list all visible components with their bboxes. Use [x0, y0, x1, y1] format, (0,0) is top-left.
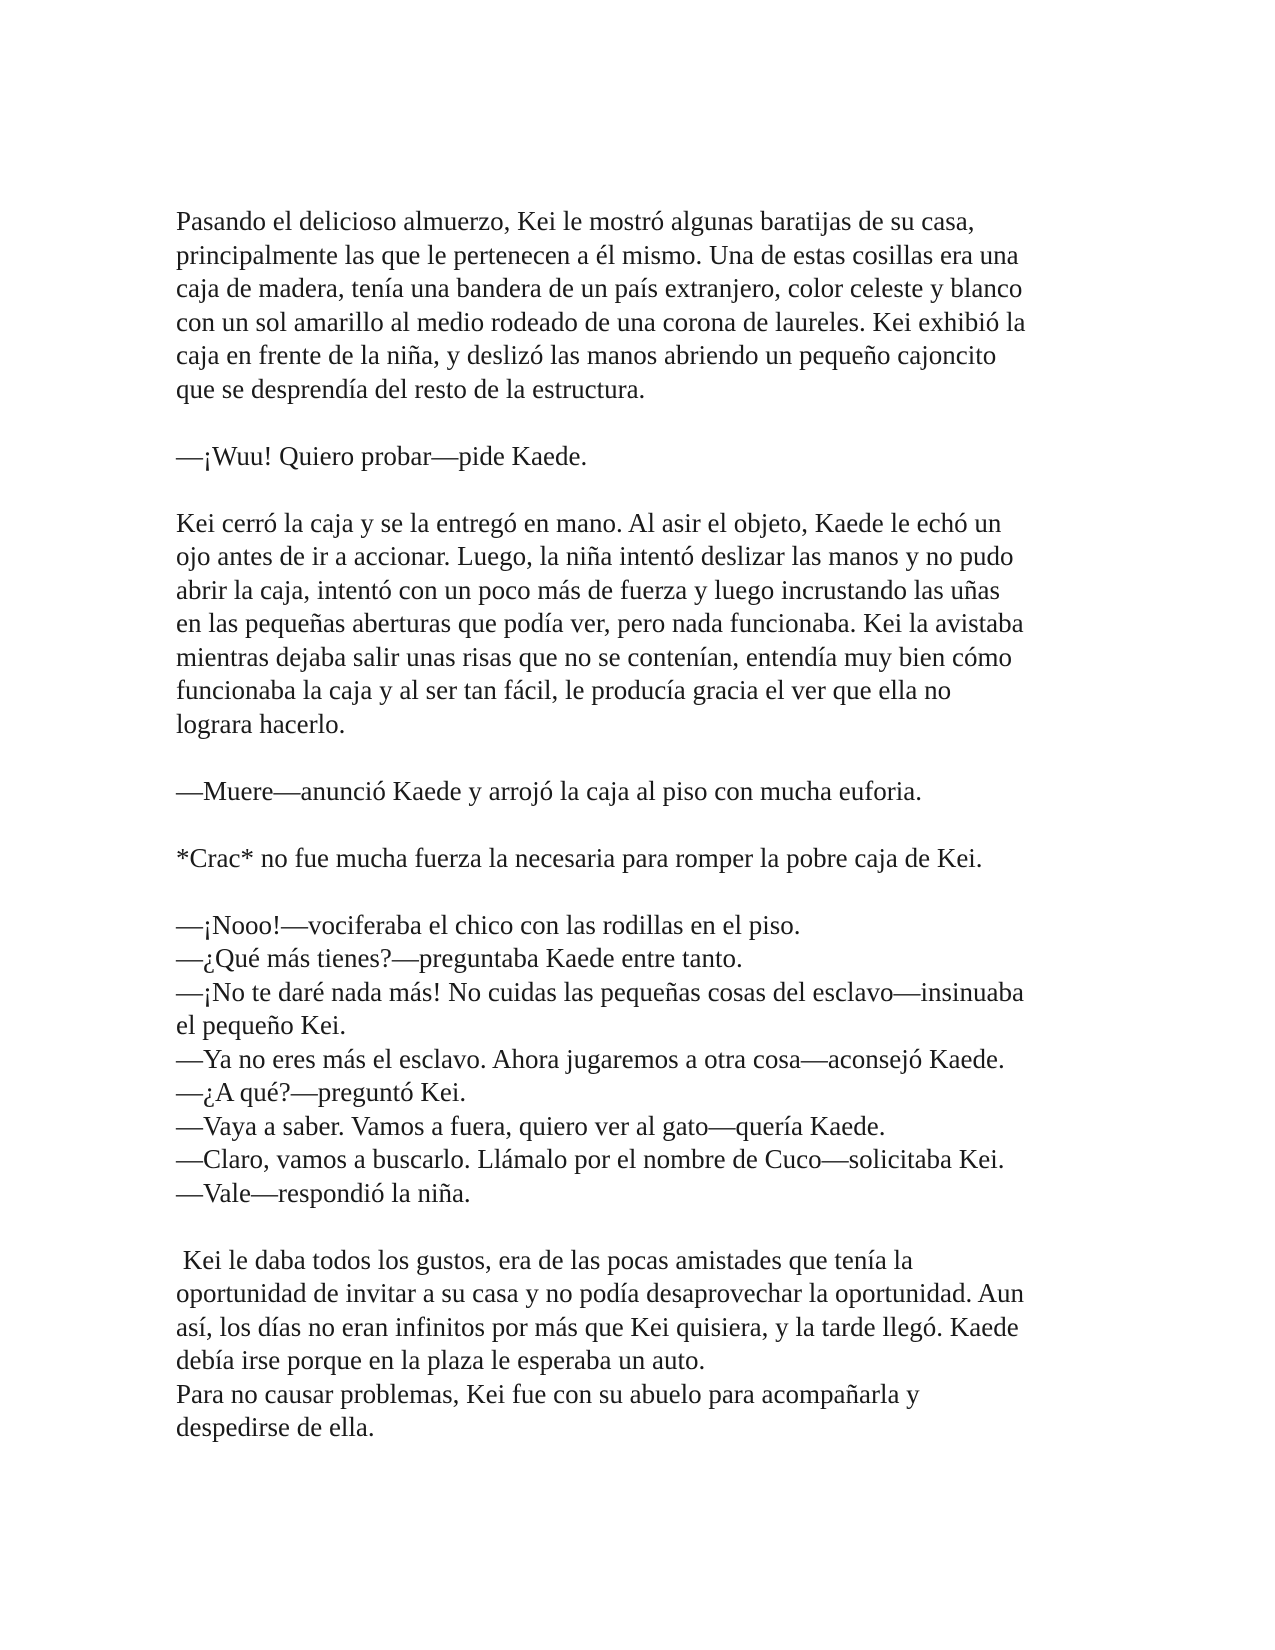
paragraph-gap	[176, 406, 1116, 440]
paragraph-gap	[176, 741, 1116, 775]
paragraph-gap	[176, 1210, 1116, 1244]
paragraph-gap	[176, 473, 1116, 507]
paragraph-afternoon: Kei le daba todos los gustos, era de las pocas amistades que tenía la oportunidad de invitar a su casa y no podía desaprovechar la oportunidad. Aun así, los días no eran infinitos por más que Kei quisiera, y la tarde llegó. Kaede debía irse porque en la plaza le esperaba un auto. Para no causar problemas, Kei fue con su abuelo para acompañarla y despedirse de ella.	[176, 1244, 1025, 1442]
dialogue-muere: —Muere—anunció Kaede y arrojó la caja al piso con mucha euforia.	[176, 775, 922, 806]
paragraph-box-attempt: Kei cerró la caja y se la entregó en mano. Al asir el objeto, Kaede le echó un ojo antes de ir a accionar. Luego, la niña intentó deslizar las manos y no pudo abrir la caja, intentó con un poco más de fuerza y luego incrustando las uñas en las pequeñas aberturas que podía ver, pero nada funcionaba. Kei la avistaba mientras dejaba salir unas risas que no se contenían, entendía muy bien cómo funcionaba la caja y al ser tan fácil, le producía gracia el ver que ella no lograra hacerlo.	[176, 507, 1024, 739]
dialogue-exchange: —¡Nooo!—vociferaba el chico con las rodillas en el piso. —¿Qué más tienes?—preguntaba Kaede entre tanto. —¡No te daré nada más! No cuidas las pequeñas cosas del esclavo—insinuaba el pequeño Kei. —Ya no eres más el esclavo. Ahora jugaremos a otra cosa—aconsejó Kaede. —¿A qué?—preguntó Kei. —Vaya a saber. Vamos a fuera, quiero ver al gato—quería Kaede. —Claro, vamos a buscarlo. Llámalo por el nombre de Cuco—solicitaba Kei. —Vale—respondió la niña.	[176, 909, 1024, 1208]
dialogue-kaede-wants-to-try: —¡Wuu! Quiero probar—pide Kaede.	[176, 440, 588, 471]
paragraph-gap	[176, 808, 1116, 842]
body-text	[176, 205, 1116, 1445]
paragraph-crac: *Crac* no fue mucha fuerza la necesaria para romper la pobre caja de Kei.	[176, 842, 983, 873]
paragraph-lunch: Pasando el delicioso almuerzo, Kei le mostró algunas baratijas de su casa, principalmente las que le pertenecen a él mismo. Una de estas cosillas era una caja de madera, tenía una bandera de un país extranjero, color celeste y blanco con un sol amarillo al medio rodeado de una corona de laureles. Kei exhibió la caja en frente de la niña, y deslizó las manos abriendo un pequeño cajoncito que se desprendía del resto de la estructura.	[176, 206, 1026, 404]
paragraph-gap	[176, 875, 1116, 909]
